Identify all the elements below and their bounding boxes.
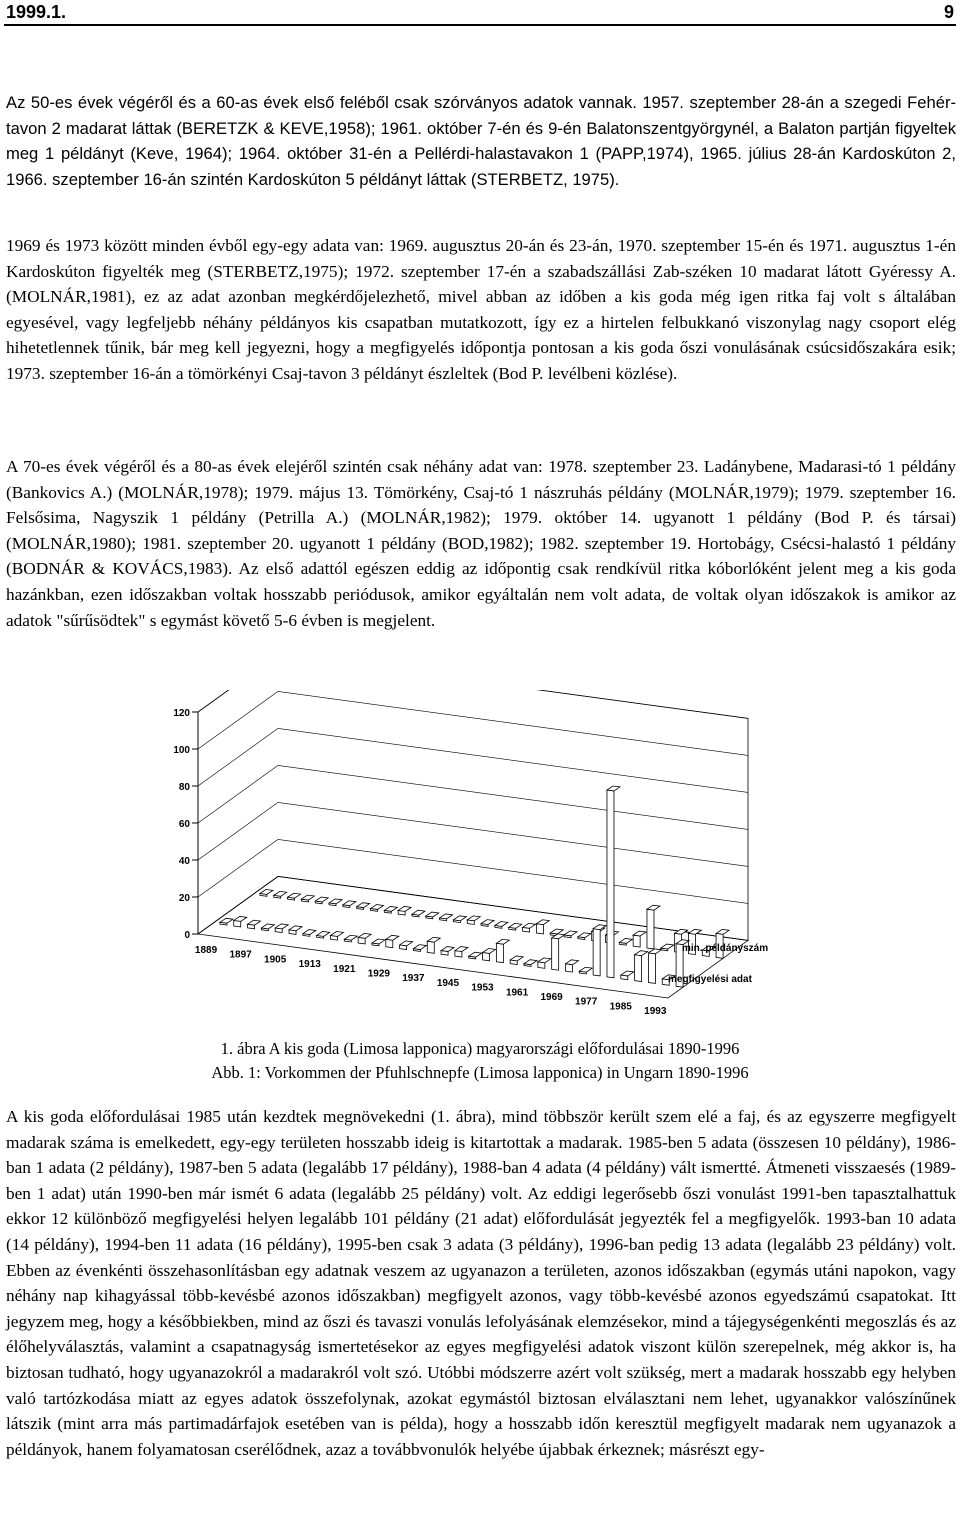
bar-min-count <box>496 939 509 962</box>
x-tick-label: 1969 <box>540 992 563 1003</box>
bar-records <box>329 899 342 906</box>
y-tick-label: 0 <box>184 930 190 941</box>
series-label-records: megfigyelési adat <box>668 974 752 985</box>
bar-records <box>301 895 314 902</box>
bar-min-count <box>275 924 288 933</box>
figure-1 <box>0 690 960 1018</box>
bar-records <box>647 905 660 949</box>
bar-min-count <box>469 952 482 959</box>
y-tick-label: 40 <box>178 856 190 867</box>
bar-records <box>523 923 536 932</box>
x-tick-label: 1945 <box>436 977 460 989</box>
bar-records <box>495 921 508 928</box>
x-tick-label: 1929 <box>367 968 390 980</box>
x-tick-label: 1977 <box>575 996 598 1008</box>
x-tick-label: 1897 <box>229 949 252 961</box>
bar-min-count <box>400 941 413 950</box>
bar-chart-3d <box>0 690 960 1020</box>
x-tick-label: 1993 <box>644 1006 667 1018</box>
bar-min-count <box>427 937 440 953</box>
bar-min-count <box>524 960 537 967</box>
x-tick-label: 1985 <box>609 1001 632 1013</box>
bar-records <box>633 931 646 947</box>
bar-min-count <box>331 932 344 941</box>
bar-min-count <box>317 931 330 938</box>
bar-min-count <box>344 935 357 942</box>
bar-min-count <box>455 947 468 957</box>
x-tick-label: 1913 <box>298 959 321 971</box>
paragraph-1: Az 50-es évek végéről és a 60-as évek első feléből csak szórványos adatok vannak. 1957. szeptember 28-án a szegedi Fehér-tavon 2 madarat láttak (BERETZK & KEVE,1958); 1961. október 7-én és 9-én Balatonszentgyörgynél, a Balaton partján figyeltek meg 1 példányt (Keve, 1964); 1964. október 31-én a Pellérdi-halastavakon 1 (PAPP,1974), 1965. július 28-án Kardoskúton 2, 1966. szeptember 16-án szintén Kardoskúton 5 példányt láttak (STERBETZ, 1975). <box>6 93 956 189</box>
gridline <box>278 839 748 903</box>
gridline <box>278 690 748 718</box>
bar-min-count <box>621 971 634 980</box>
gridline <box>198 839 278 897</box>
y-tick-label: 80 <box>178 782 190 793</box>
bar-min-count <box>441 947 454 956</box>
bar-min-count <box>220 918 233 925</box>
page-header <box>4 2 956 26</box>
bar-records <box>509 923 522 930</box>
bar-min-count <box>607 786 620 978</box>
bar-min-count <box>303 930 316 937</box>
bar-min-count <box>566 960 579 972</box>
bar-min-count <box>289 926 302 935</box>
x-tick-label: 1889 <box>194 944 218 956</box>
bar-min-count <box>648 949 661 984</box>
bar-min-count <box>261 924 274 931</box>
bar-records <box>412 910 425 917</box>
x-tick-label: 1953 <box>471 982 494 994</box>
x-tick-label: 1961 <box>505 987 529 999</box>
bar-records <box>398 906 411 915</box>
bar-records <box>661 944 674 951</box>
journal-issue: 1999.1. <box>6 2 67 22</box>
bar-min-count <box>579 967 592 974</box>
paragraph-2: 1969 és 1973 között minden évből egy-egy adata van: 1969. augusztus 20-án és 23-án, 1970. szeptember 15-én és 1971. augusztus 1-én Kardoskúton figyelték meg (STERBETZ,1975); 1972. szeptember 17-én a szabadszállási Zab-széken 10 madarat látott Gyéressy A. (MOLNÁR,1981), ez az adat azonban megkérdőjelezhető, mivel abban az időben a kis goda még igen ritka faj volt s általában egyesével, vagy legfeljebb néhány példányos kis csapatban mutatkozott, így ez a hirtelen felbukkanó viszonylag nagy csoport elég hihetetlennek tűnik, bár meg kell jegyezni, hogy a megfigyelés időpontja pontosan a kis goda őszi vonulásának csúcsidőszakára esik; 1973. szeptember 16-án a tömörkényi Csaj-tavon 3 példányt észleltek (Bod P. levélbeni közlése). <box>6 236 956 383</box>
bar-min-count <box>510 956 523 965</box>
x-tick-label: 1921 <box>333 963 356 975</box>
bar-records <box>619 938 632 945</box>
page-number: 9 <box>943 2 954 22</box>
figure-caption-de: Abb. 1: Vorkommen der Pfuhlschnepfe (Limosa lapponica) in Ungarn 1890-1996 <box>211 1063 749 1082</box>
bar-records <box>315 897 328 904</box>
bar-records <box>564 931 577 938</box>
bar-records <box>536 920 549 934</box>
bar-records <box>384 906 397 913</box>
y-tick-label: 20 <box>178 893 190 904</box>
x-tick-label: 1905 <box>264 954 287 966</box>
bar-records <box>288 893 301 900</box>
bar-records <box>426 912 439 919</box>
gridline <box>198 691 278 749</box>
paragraph-4: A kis goda előfordulásai 1985 után kezdtek megnövekedni (1. ábra), mind többször került szem elé a faj, és az egyszerre megfigyelt madarak száma is emelkedett, egy-egy területen hosszabb ideig is kitartottak a madarak. 1985-ben 5 adata (összesen 10 példány), 1986-ban 1 adata (2 példány), 1987-ben 5 adata (legalább 17 példány), 1988-ban 4 adata (4 példány) vált ismertté. Átmeneti visszaesés (1989-ben 1 adat) után 1990-ben már ismét 6 adata (legalább 25 példány) volt. Az eddigi legerősebb őszi vonulást 1991-ben tapasztalhattuk ekkor 12 különböző megfigyelési helyen legalább 101 példány (21 adat) előfordulását jegyezték fel a megfigyelők. 1993-ban 10 adata (14 példány), 1994-ben 11 adata (16 példány), 1995-ben csak 3 adata (3 példány), 1996-ban pedig 13 adata (legalább 23 példány) volt. Ebben az évenkénti összehasonlításban egy adatnak veszem az ugyanazon a területen, azonos időszakban (egymás utáni napokon, vagy néhány nap kihagyással több-kevésbé azonos időszakban) megfigyelt azonos, vagy több-kevésbé azonos egyedszámú csapatokat. Itt jegyzem meg, hogy a későbbiekben, mind az őszi és tavaszi vonulás lefolyásának elemzésekor, mind a tájegységenkénti megoszlás és az élőhelyválasztás, valamint a csapatnagyság ismertetésekor az egyes megfigyelési adatok viszont külön szerepelnek, még akkor is, ha biztosan tudható, hogy ugyanazokról a madarakról volt szó. Utóbbi módszerre azért volt szükség, mert a madarak hosszabb egy helyben való tartózkodása miatt az egyes adatok összefolynak, azokat egymástól biztosan elválasztani nem lehet, ugyanakkor valószínűnek látszik (mint arra más partimadárfajok esetében van is példa), hogy a hosszabb időn keresztül megfigyelt madarak nem ugyanazok a példányok, hanem folyamatosan cserélődnek, azaz a továbbvonulók helyébe újabbak érkeznek; másrészt egy- <box>6 1107 956 1459</box>
bar-min-count <box>372 939 385 946</box>
bar-min-count <box>386 935 399 947</box>
gridline <box>278 802 748 866</box>
y-tick-label: 120 <box>173 708 190 719</box>
bar-records <box>453 916 466 923</box>
bar-records <box>260 889 273 896</box>
bar-records <box>578 933 591 940</box>
figure-caption-hu: 1. ábra A kis goda (Limosa lapponica) magyarországi előfordulásai 1890-1996 <box>220 1039 740 1058</box>
bar-records <box>440 914 453 921</box>
gridline <box>278 765 748 829</box>
bar-records <box>371 905 384 912</box>
gridline <box>198 690 278 712</box>
bar-min-count <box>552 934 565 970</box>
bar-min-count <box>635 951 648 982</box>
series-label-min-count: min. példányszám <box>682 943 769 954</box>
bar-records <box>481 920 494 927</box>
bar-min-count <box>413 945 426 952</box>
paragraph-3: A 70-es évek végéről és a 80-as évek elejéről szintén csak néhány adat van: 1978. szeptember 23. Ladánybene, Madarasi-tó 1 példány (Bankovics A.) (MOLNÁR,1978); 1979. május 13. Tömörkény, Csaj-tó 1 nászruhás példány (MOLNÁR,1979); 1979. szeptember 16. Felsősima, Nagyszik 1 példány (Petrilla A.) (MOLNÁR,1982); 1979. október 14. ugyanott 1 példány (Bod P. és társai) (MOLNÁR,1980); 1981. szeptember 20. ugyanott 1 példány (BOD,1982); 1982. szeptember 19. Hortobágy, Csécsi-halastó 1 példány (BODNÁR & KOVÁCS,1983). Az első adattól egészen eddig az időpontig csak rendkívül ritka kóborlóként jelent meg a kis goda hazánkban, ezen időszakban voltak hosszabb periódusok, amikor egyáltalán nem volt adata, de voltak olyan időszakok is amikor az adatok "sűrűsödtek" s egymást követő 5-6 évben is megjelent. <box>6 457 956 630</box>
y-tick-label: 100 <box>173 745 190 756</box>
gridline <box>198 802 278 860</box>
bar-min-count <box>483 949 496 961</box>
bar-records <box>343 901 356 908</box>
gridline <box>198 765 278 823</box>
bar-records <box>467 916 480 925</box>
bar-min-count <box>593 925 606 976</box>
x-tick-label: 1937 <box>402 973 425 985</box>
bar-min-count <box>538 958 551 968</box>
bar-records <box>274 891 287 898</box>
bar-min-count <box>234 916 247 926</box>
bar-min-count <box>248 920 261 929</box>
gridline <box>198 728 278 786</box>
gridline <box>278 691 748 755</box>
gridline <box>278 728 748 792</box>
bar-records <box>357 903 370 910</box>
bar-min-count <box>358 933 371 943</box>
y-tick-label: 60 <box>178 819 190 830</box>
